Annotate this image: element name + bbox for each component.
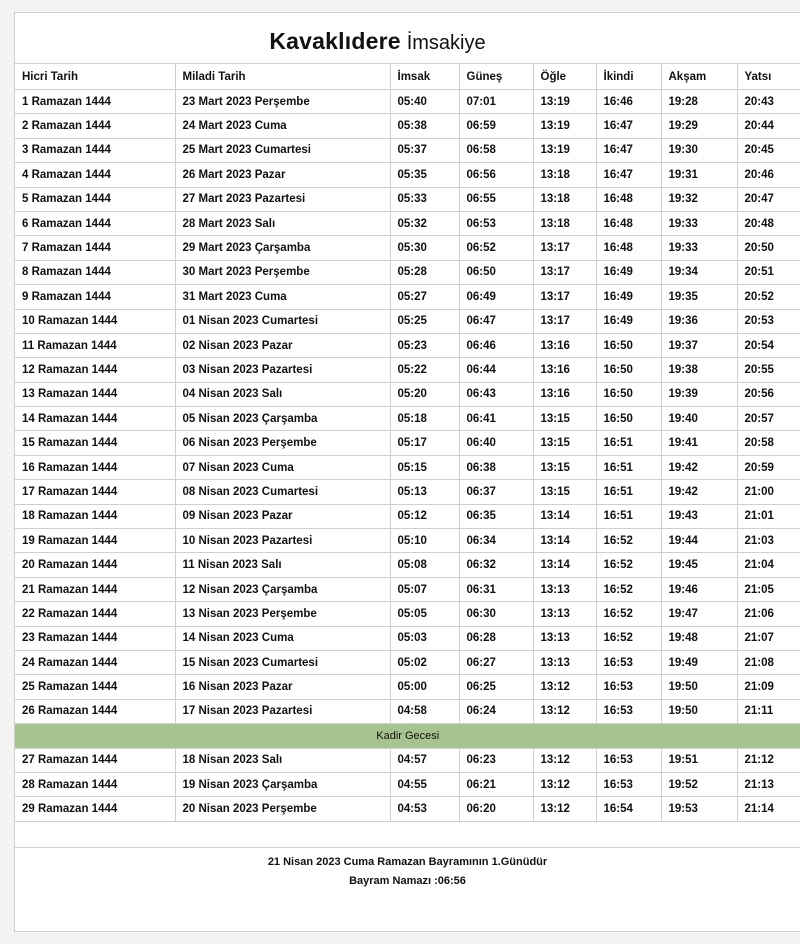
- cell-ogle: 13:17: [533, 260, 596, 284]
- cell-gunes: 06:32: [459, 553, 533, 577]
- cell-aksam: 19:42: [661, 480, 737, 504]
- cell-imsak: 04:55: [390, 772, 459, 796]
- cell-ikindi: 16:48: [596, 236, 661, 260]
- cell-yatsi: 20:51: [737, 260, 800, 284]
- cell-yatsi: 21:14: [737, 797, 800, 821]
- cell-ogle: 13:17: [533, 236, 596, 260]
- cell-hicri-tarih: 18 Ramazan 1444: [15, 504, 175, 528]
- cell-yatsi: 20:47: [737, 187, 800, 211]
- kadir-gecesi-label: Kadir Gecesi: [15, 724, 800, 748]
- page-title: [15, 13, 800, 63]
- cell-ikindi: 16:54: [596, 797, 661, 821]
- cell-miladi-tarih: 24 Mart 2023 Cuma: [175, 114, 390, 138]
- cell-aksam: 19:38: [661, 358, 737, 382]
- cell-gunes: 06:44: [459, 358, 533, 382]
- cell-miladi-tarih: 04 Nisan 2023 Salı: [175, 382, 390, 406]
- table-row: [15, 236, 800, 260]
- cell-ikindi: 16:48: [596, 211, 661, 235]
- cell-imsak: 05:20: [390, 382, 459, 406]
- cell-yatsi: 21:03: [737, 529, 800, 553]
- cell-hicri-tarih: 13 Ramazan 1444: [15, 382, 175, 406]
- cell-hicri-tarih: 27 Ramazan 1444: [15, 748, 175, 772]
- table-spacer-row: [15, 822, 800, 848]
- cell-miladi-tarih: 02 Nisan 2023 Pazar: [175, 333, 390, 357]
- table-row: [15, 163, 800, 187]
- cell-yatsi: 20:55: [737, 358, 800, 382]
- table-row: [15, 675, 800, 699]
- cell-miladi-tarih: 25 Mart 2023 Cumartesi: [175, 138, 390, 162]
- cell-hicri-tarih: 14 Ramazan 1444: [15, 407, 175, 431]
- table-row: [15, 529, 800, 553]
- cell-ikindi: 16:47: [596, 114, 661, 138]
- cell-ogle: 13:15: [533, 407, 596, 431]
- cell-aksam: 19:51: [661, 748, 737, 772]
- cell-ogle: 13:15: [533, 480, 596, 504]
- cell-imsak: 05:17: [390, 431, 459, 455]
- cell-imsak: 05:12: [390, 504, 459, 528]
- cell-gunes: 06:43: [459, 382, 533, 406]
- cell-imsak: 05:00: [390, 675, 459, 699]
- cell-aksam: 19:42: [661, 455, 737, 479]
- cell-aksam: 19:46: [661, 577, 737, 601]
- cell-gunes: 06:50: [459, 260, 533, 284]
- table-row: [15, 260, 800, 284]
- cell-hicri-tarih: 7 Ramazan 1444: [15, 236, 175, 260]
- cell-hicri-tarih: 25 Ramazan 1444: [15, 675, 175, 699]
- cell-imsak: 05:35: [390, 163, 459, 187]
- cell-ikindi: 16:53: [596, 650, 661, 674]
- cell-gunes: 06:25: [459, 675, 533, 699]
- cell-ikindi: 16:52: [596, 577, 661, 601]
- cell-miladi-tarih: 12 Nisan 2023 Çarşamba: [175, 577, 390, 601]
- cell-miladi-tarih: 05 Nisan 2023 Çarşamba: [175, 407, 390, 431]
- table-row: [15, 699, 800, 723]
- cell-miladi-tarih: 16 Nisan 2023 Pazar: [175, 675, 390, 699]
- cell-hicri-tarih: 23 Ramazan 1444: [15, 626, 175, 650]
- cell-aksam: 19:33: [661, 236, 737, 260]
- footer: [15, 848, 800, 901]
- imsakiye-sheet: [14, 12, 800, 932]
- cell-miladi-tarih: 03 Nisan 2023 Pazartesi: [175, 358, 390, 382]
- cell-ogle: 13:18: [533, 211, 596, 235]
- table-row: [15, 455, 800, 479]
- column-header-ogle: Öğle: [533, 64, 596, 90]
- column-header-imsak: İmsak: [390, 64, 459, 90]
- cell-miladi-tarih: 07 Nisan 2023 Cuma: [175, 455, 390, 479]
- cell-ikindi: 16:51: [596, 480, 661, 504]
- cell-imsak: 05:13: [390, 480, 459, 504]
- cell-ogle: 13:18: [533, 187, 596, 211]
- cell-miladi-tarih: 29 Mart 2023 Çarşamba: [175, 236, 390, 260]
- column-header-ikindi: İkindi: [596, 64, 661, 90]
- table-row: [15, 504, 800, 528]
- cell-ikindi: 16:53: [596, 772, 661, 796]
- cell-ogle: 13:12: [533, 772, 596, 796]
- cell-yatsi: 20:52: [737, 285, 800, 309]
- cell-hicri-tarih: 3 Ramazan 1444: [15, 138, 175, 162]
- cell-gunes: 06:46: [459, 333, 533, 357]
- cell-hicri-tarih: 8 Ramazan 1444: [15, 260, 175, 284]
- cell-hicri-tarih: 17 Ramazan 1444: [15, 480, 175, 504]
- cell-yatsi: 21:09: [737, 675, 800, 699]
- table-row: [15, 626, 800, 650]
- cell-yatsi: 21:11: [737, 699, 800, 723]
- cell-imsak: 05:32: [390, 211, 459, 235]
- cell-aksam: 19:52: [661, 772, 737, 796]
- cell-yatsi: 20:43: [737, 90, 800, 114]
- cell-gunes: 06:40: [459, 431, 533, 455]
- cell-ikindi: 16:51: [596, 504, 661, 528]
- cell-ogle: 13:14: [533, 504, 596, 528]
- cell-ikindi: 16:52: [596, 553, 661, 577]
- cell-ikindi: 16:50: [596, 382, 661, 406]
- bayram-info: 21 Nisan 2023 Cuma Ramazan Bayramının 1.Günüdür: [267, 855, 548, 868]
- cell-ogle: 13:12: [533, 797, 596, 821]
- cell-aksam: 19:32: [661, 187, 737, 211]
- table-row: [15, 309, 800, 333]
- cell-imsak: 05:03: [390, 626, 459, 650]
- cell-aksam: 19:49: [661, 650, 737, 674]
- cell-gunes: 06:28: [459, 626, 533, 650]
- cell-ogle: 13:15: [533, 455, 596, 479]
- cell-imsak: 05:05: [390, 602, 459, 626]
- cell-yatsi: 20:53: [737, 309, 800, 333]
- cell-ogle: 13:13: [533, 650, 596, 674]
- cell-miladi-tarih: 10 Nisan 2023 Pazartesi: [175, 529, 390, 553]
- cell-aksam: 19:45: [661, 553, 737, 577]
- cell-gunes: 06:41: [459, 407, 533, 431]
- cell-hicri-tarih: 9 Ramazan 1444: [15, 285, 175, 309]
- cell-imsak: 05:18: [390, 407, 459, 431]
- table-row: [15, 358, 800, 382]
- title-label: İmsakiye: [406, 32, 486, 54]
- cell-miladi-tarih: 09 Nisan 2023 Pazar: [175, 504, 390, 528]
- cell-miladi-tarih: 19 Nisan 2023 Çarşamba: [175, 772, 390, 796]
- cell-aksam: 19:28: [661, 90, 737, 114]
- cell-yatsi: 21:05: [737, 577, 800, 601]
- cell-gunes: 06:38: [459, 455, 533, 479]
- cell-imsak: 05:07: [390, 577, 459, 601]
- cell-imsak: 04:53: [390, 797, 459, 821]
- table-row: [15, 407, 800, 431]
- cell-gunes: 06:58: [459, 138, 533, 162]
- cell-ikindi: 16:46: [596, 90, 661, 114]
- cell-gunes: 06:34: [459, 529, 533, 553]
- cell-gunes: 06:21: [459, 772, 533, 796]
- cell-ogle: 13:16: [533, 333, 596, 357]
- cell-gunes: 07:01: [459, 90, 533, 114]
- cell-miladi-tarih: 17 Nisan 2023 Pazartesi: [175, 699, 390, 723]
- cell-aksam: 19:47: [661, 602, 737, 626]
- cell-ogle: 13:13: [533, 577, 596, 601]
- cell-ogle: 13:14: [533, 529, 596, 553]
- cell-imsak: 04:58: [390, 699, 459, 723]
- cell-aksam: 19:40: [661, 407, 737, 431]
- cell-miladi-tarih: 13 Nisan 2023 Perşembe: [175, 602, 390, 626]
- cell-ogle: 13:16: [533, 358, 596, 382]
- cell-hicri-tarih: 10 Ramazan 1444: [15, 309, 175, 333]
- cell-ikindi: 16:48: [596, 187, 661, 211]
- cell-yatsi: 20:50: [737, 236, 800, 260]
- cell-miladi-tarih: 30 Mart 2023 Perşembe: [175, 260, 390, 284]
- cell-ikindi: 16:47: [596, 138, 661, 162]
- cell-hicri-tarih: 5 Ramazan 1444: [15, 187, 175, 211]
- cell-gunes: 06:27: [459, 650, 533, 674]
- cell-ogle: 13:12: [533, 675, 596, 699]
- cell-yatsi: 21:01: [737, 504, 800, 528]
- cell-ogle: 13:19: [533, 138, 596, 162]
- cell-gunes: 06:31: [459, 577, 533, 601]
- cell-aksam: 19:31: [661, 163, 737, 187]
- column-header-yatsi: Yatsı: [737, 64, 800, 90]
- cell-gunes: 06:24: [459, 699, 533, 723]
- table-row: [15, 480, 800, 504]
- cell-ikindi: 16:52: [596, 529, 661, 553]
- cell-aksam: 19:44: [661, 529, 737, 553]
- cell-imsak: 05:40: [390, 90, 459, 114]
- table-row: [15, 577, 800, 601]
- cell-ikindi: 16:49: [596, 285, 661, 309]
- cell-aksam: 19:43: [661, 504, 737, 528]
- table-row: [15, 333, 800, 357]
- cell-aksam: 19:39: [661, 382, 737, 406]
- cell-ikindi: 16:49: [596, 260, 661, 284]
- table-row: [15, 431, 800, 455]
- cell-hicri-tarih: 16 Ramazan 1444: [15, 455, 175, 479]
- cell-hicri-tarih: 11 Ramazan 1444: [15, 333, 175, 357]
- table-body: [15, 90, 800, 822]
- cell-aksam: 19:37: [661, 333, 737, 357]
- title-place: Kavaklıdere: [269, 28, 401, 54]
- cell-gunes: 06:52: [459, 236, 533, 260]
- column-header-hicri-tarih: Hicri Tarih: [15, 64, 175, 90]
- cell-hicri-tarih: 22 Ramazan 1444: [15, 602, 175, 626]
- cell-ogle: 13:13: [533, 602, 596, 626]
- table-header-row: [15, 64, 800, 90]
- cell-yatsi: 20:56: [737, 382, 800, 406]
- cell-aksam: 19:48: [661, 626, 737, 650]
- prayer-times-table: [15, 63, 800, 822]
- cell-gunes: 06:53: [459, 211, 533, 235]
- cell-hicri-tarih: 21 Ramazan 1444: [15, 577, 175, 601]
- bayram-namazi-time: Bayram Namazı :06:56: [349, 874, 466, 887]
- cell-ogle: 13:18: [533, 163, 596, 187]
- cell-hicri-tarih: 19 Ramazan 1444: [15, 529, 175, 553]
- cell-aksam: 19:33: [661, 211, 737, 235]
- cell-imsak: 05:33: [390, 187, 459, 211]
- cell-imsak: 05:10: [390, 529, 459, 553]
- table-row: [15, 382, 800, 406]
- cell-aksam: 19:41: [661, 431, 737, 455]
- cell-imsak: 05:23: [390, 333, 459, 357]
- table-row: [15, 650, 800, 674]
- cell-ikindi: 16:50: [596, 358, 661, 382]
- cell-gunes: 06:23: [459, 748, 533, 772]
- cell-hicri-tarih: 26 Ramazan 1444: [15, 699, 175, 723]
- cell-miladi-tarih: 08 Nisan 2023 Cumartesi: [175, 480, 390, 504]
- cell-yatsi: 21:13: [737, 772, 800, 796]
- cell-gunes: 06:37: [459, 480, 533, 504]
- cell-yatsi: 21:00: [737, 480, 800, 504]
- table-row: [15, 114, 800, 138]
- cell-hicri-tarih: 28 Ramazan 1444: [15, 772, 175, 796]
- cell-ikindi: 16:53: [596, 699, 661, 723]
- cell-hicri-tarih: 15 Ramazan 1444: [15, 431, 175, 455]
- cell-miladi-tarih: 27 Mart 2023 Pazartesi: [175, 187, 390, 211]
- cell-gunes: 06:20: [459, 797, 533, 821]
- cell-gunes: 06:55: [459, 187, 533, 211]
- cell-hicri-tarih: 29 Ramazan 1444: [15, 797, 175, 821]
- cell-miladi-tarih: 28 Mart 2023 Salı: [175, 211, 390, 235]
- cell-hicri-tarih: 6 Ramazan 1444: [15, 211, 175, 235]
- column-header-miladi-tarih: Miladi Tarih: [175, 64, 390, 90]
- column-header-gunes: Güneş: [459, 64, 533, 90]
- table-row: [15, 90, 800, 114]
- cell-miladi-tarih: 15 Nisan 2023 Cumartesi: [175, 650, 390, 674]
- table-row: [15, 602, 800, 626]
- table-row: [15, 553, 800, 577]
- cell-ikindi: 16:53: [596, 675, 661, 699]
- cell-gunes: 06:35: [459, 504, 533, 528]
- cell-ikindi: 16:51: [596, 431, 661, 455]
- cell-yatsi: 20:58: [737, 431, 800, 455]
- cell-gunes: 06:30: [459, 602, 533, 626]
- cell-ogle: 13:19: [533, 114, 596, 138]
- cell-hicri-tarih: 20 Ramazan 1444: [15, 553, 175, 577]
- cell-yatsi: 21:06: [737, 602, 800, 626]
- cell-gunes: 06:47: [459, 309, 533, 333]
- cell-imsak: 04:57: [390, 748, 459, 772]
- cell-aksam: 19:29: [661, 114, 737, 138]
- cell-miladi-tarih: 11 Nisan 2023 Salı: [175, 553, 390, 577]
- cell-yatsi: 20:59: [737, 455, 800, 479]
- cell-yatsi: 20:45: [737, 138, 800, 162]
- cell-miladi-tarih: 26 Mart 2023 Pazar: [175, 163, 390, 187]
- cell-ogle: 13:15: [533, 431, 596, 455]
- cell-hicri-tarih: 4 Ramazan 1444: [15, 163, 175, 187]
- table-row: [15, 772, 800, 796]
- cell-ogle: 13:12: [533, 699, 596, 723]
- cell-yatsi: 21:08: [737, 650, 800, 674]
- cell-imsak: 05:27: [390, 285, 459, 309]
- cell-miladi-tarih: 23 Mart 2023 Perşembe: [175, 90, 390, 114]
- kadir-gecesi-row: [15, 724, 800, 748]
- column-header-aksam: Akşam: [661, 64, 737, 90]
- cell-hicri-tarih: 1 Ramazan 1444: [15, 90, 175, 114]
- cell-hicri-tarih: 12 Ramazan 1444: [15, 358, 175, 382]
- cell-hicri-tarih: 2 Ramazan 1444: [15, 114, 175, 138]
- cell-aksam: 19:50: [661, 699, 737, 723]
- cell-aksam: 19:35: [661, 285, 737, 309]
- table-row: [15, 285, 800, 309]
- cell-ikindi: 16:52: [596, 602, 661, 626]
- cell-imsak: 05:08: [390, 553, 459, 577]
- cell-ikindi: 16:53: [596, 748, 661, 772]
- cell-ogle: 13:19: [533, 90, 596, 114]
- cell-ikindi: 16:47: [596, 163, 661, 187]
- cell-miladi-tarih: 14 Nisan 2023 Cuma: [175, 626, 390, 650]
- cell-imsak: 05:15: [390, 455, 459, 479]
- cell-miladi-tarih: 18 Nisan 2023 Salı: [175, 748, 390, 772]
- cell-ikindi: 16:50: [596, 407, 661, 431]
- cell-aksam: 19:36: [661, 309, 737, 333]
- cell-yatsi: 21:04: [737, 553, 800, 577]
- cell-imsak: 05:30: [390, 236, 459, 260]
- cell-imsak: 05:02: [390, 650, 459, 674]
- cell-yatsi: 20:44: [737, 114, 800, 138]
- cell-gunes: 06:59: [459, 114, 533, 138]
- table-row: [15, 138, 800, 162]
- cell-miladi-tarih: 01 Nisan 2023 Cumartesi: [175, 309, 390, 333]
- table-row: [15, 211, 800, 235]
- cell-ogle: 13:14: [533, 553, 596, 577]
- cell-yatsi: 20:46: [737, 163, 800, 187]
- cell-imsak: 05:37: [390, 138, 459, 162]
- cell-gunes: 06:49: [459, 285, 533, 309]
- cell-ogle: 13:16: [533, 382, 596, 406]
- cell-yatsi: 20:48: [737, 211, 800, 235]
- cell-ogle: 13:13: [533, 626, 596, 650]
- cell-imsak: 05:38: [390, 114, 459, 138]
- cell-ikindi: 16:52: [596, 626, 661, 650]
- cell-aksam: 19:53: [661, 797, 737, 821]
- cell-ikindi: 16:51: [596, 455, 661, 479]
- cell-aksam: 19:34: [661, 260, 737, 284]
- cell-ikindi: 16:50: [596, 333, 661, 357]
- cell-ikindi: 16:49: [596, 309, 661, 333]
- cell-miladi-tarih: 06 Nisan 2023 Perşembe: [175, 431, 390, 455]
- cell-yatsi: 21:12: [737, 748, 800, 772]
- cell-imsak: 05:22: [390, 358, 459, 382]
- table-row: [15, 187, 800, 211]
- cell-ogle: 13:12: [533, 748, 596, 772]
- cell-aksam: 19:30: [661, 138, 737, 162]
- cell-miladi-tarih: 20 Nisan 2023 Perşembe: [175, 797, 390, 821]
- cell-aksam: 19:50: [661, 675, 737, 699]
- cell-imsak: 05:25: [390, 309, 459, 333]
- cell-yatsi: 20:54: [737, 333, 800, 357]
- cell-ogle: 13:17: [533, 309, 596, 333]
- cell-yatsi: 21:07: [737, 626, 800, 650]
- cell-hicri-tarih: 24 Ramazan 1444: [15, 650, 175, 674]
- cell-miladi-tarih: 31 Mart 2023 Cuma: [175, 285, 390, 309]
- cell-ogle: 13:17: [533, 285, 596, 309]
- table-row: [15, 748, 800, 772]
- table-row: [15, 797, 800, 821]
- cell-imsak: 05:28: [390, 260, 459, 284]
- cell-yatsi: 20:57: [737, 407, 800, 431]
- cell-gunes: 06:56: [459, 163, 533, 187]
